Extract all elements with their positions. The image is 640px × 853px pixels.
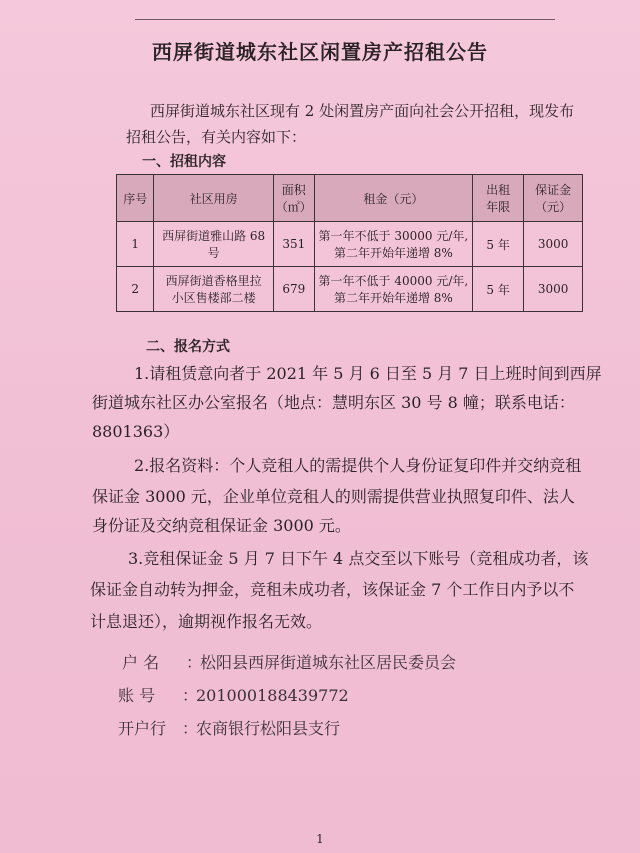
account-number-label: 账 号 [118, 686, 156, 705]
header-rent: 租金（元） [314, 175, 472, 222]
registration-line-1: 1.请租赁意向者于 2021 年 5 月 6 日至 5 月 7 日上班时间到西屏 [134, 364, 602, 383]
registration-line-4: 2.报名资料：个人竞租人的需提供个人身份证复印件并交纳竞租 [134, 456, 582, 475]
section-2-heading: 二、报名方式 [146, 339, 230, 355]
registration-line-9: 计息退还），逾期视作报名无效。 [90, 612, 323, 631]
intro-line-2: 招租公告，有关内容如下： [126, 128, 307, 146]
table-row [117, 222, 583, 267]
account-bank-row: 开户行 ：农商银行松阳县支行 [118, 717, 340, 741]
table-row [117, 267, 583, 312]
cell-term: 5 年 [472, 267, 523, 312]
section-1-heading: 一、招租内容 [142, 154, 226, 170]
account-bank-value: 农商银行松阳县支行 [196, 719, 341, 738]
page-number: 1 [316, 832, 324, 846]
cell-no: 2 [117, 267, 154, 312]
cell-rent [314, 222, 472, 267]
cell-house-line-1: 西屏街道香格里拉 [165, 274, 262, 288]
cell-area: 351 [273, 222, 314, 267]
header-deposit [524, 175, 583, 222]
header-deposit-line-1: 保证金 [535, 183, 572, 197]
header-house: 社区用房 [154, 175, 273, 222]
header-term-line-1: 出租 [486, 183, 511, 197]
cell-rent-line-1: 第一年不低于 30000 元/年, [318, 229, 469, 243]
cell-no: 1 [117, 222, 154, 267]
cell-rent-line-2: 第二年开始年递增 8% [333, 291, 453, 305]
registration-line-6: 身份证及交纳竞租保证金 3000 元。 [92, 516, 351, 535]
header-area-line-2: （㎡） [275, 200, 312, 214]
header-no: 序号 [117, 175, 154, 222]
header-term-line-2: 年限 [486, 200, 511, 214]
cell-area: 679 [273, 267, 314, 312]
cell-rent [314, 267, 472, 312]
table-header-row [117, 175, 583, 222]
cell-term: 5 年 [472, 222, 523, 267]
cell-deposit: 3000 [524, 222, 583, 267]
registration-line-2: 街道城东社区办公室报名（地点：慧明东区 30 号 8 幢；联系电话： [92, 393, 575, 412]
account-number-value: 201000188439772 [196, 686, 349, 705]
account-number-row: 账 号 ：201000188439772 [118, 684, 349, 708]
header-deposit-line-2: （元） [535, 200, 572, 214]
cell-rent-line-1: 第一年不低于 40000 元/年, [318, 274, 469, 288]
cell-house [154, 267, 273, 312]
registration-line-7: 3.竞租保证金 5 月 7 日下午 4 点交至以下账号（竞租成功者，该 [128, 549, 589, 568]
intro-line-1: 西屏街道城东社区现有 2 处闲置房产面向社会公开招租，现发布 [150, 102, 575, 120]
header-area-line-1: 面积 [281, 183, 306, 197]
header-rule [135, 19, 555, 20]
cell-rent-line-2: 第二年开始年递增 8% [333, 246, 453, 260]
cell-deposit: 3000 [524, 267, 583, 312]
account-name-value: 松阳县西屏街道城东社区居民委员会 [200, 653, 457, 672]
registration-line-8: 保证金自动转为押金，竞租未成功者，该保证金 7 个工作日内予以不 [90, 580, 575, 599]
registration-line-3: 8801363） [92, 422, 180, 441]
cell-house: 西屏街道雅山路 68 号 [154, 222, 273, 267]
header-area [273, 175, 314, 222]
cell-house-line-2: 小区售楼部二楼 [171, 291, 256, 305]
rental-table [116, 174, 583, 312]
registration-line-5: 保证金 3000 元，企业单位竞租人的则需提供营业执照复印件、法人 [92, 487, 575, 506]
page-title: 西屏街道城东社区闲置房产招租公告 [152, 40, 488, 64]
account-bank-label: 开户行 [118, 719, 167, 738]
header-term [472, 175, 523, 222]
account-name-label: 户 名 [122, 653, 160, 672]
account-name-row: 户 名 ：松阳县西屏街道城东社区居民委员会 [122, 651, 456, 675]
